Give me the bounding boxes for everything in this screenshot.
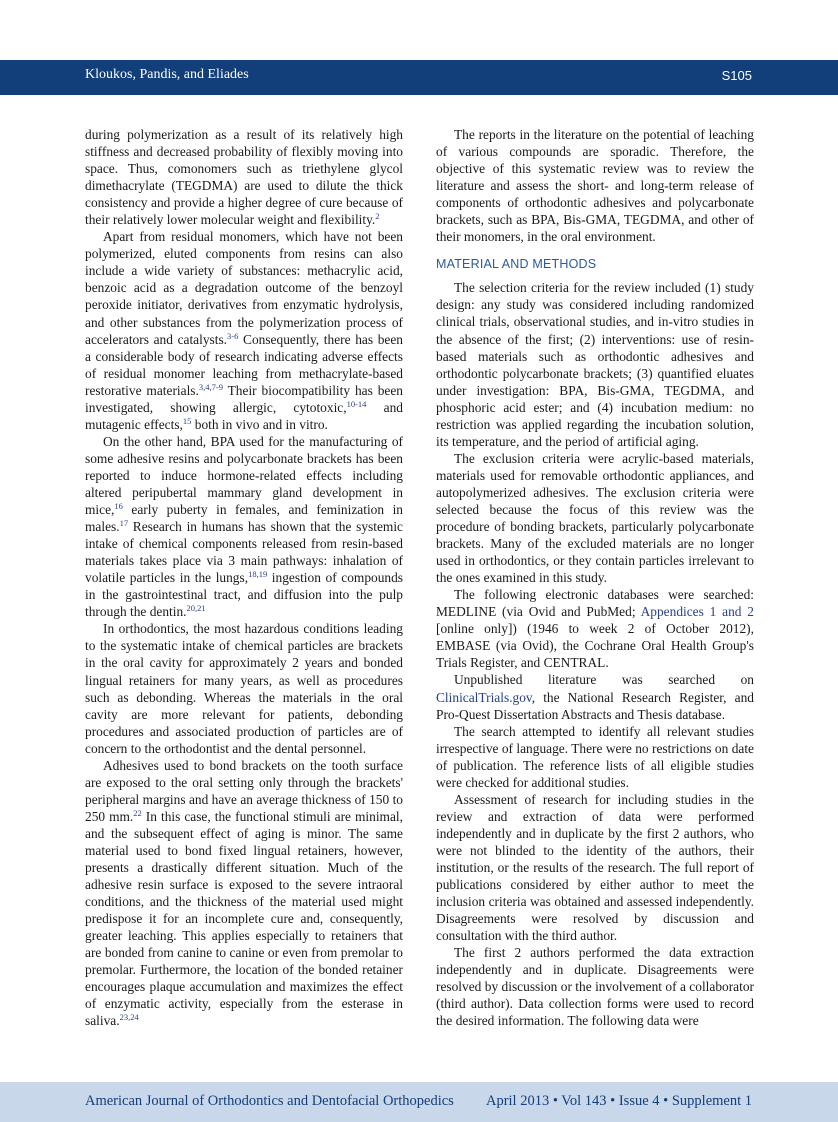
paragraph: The search attempted to identify all relevant studies irrespective of language. There were no restrictions on date of publication. The reference lists of all eligible studies were checked for additional studies. (436, 723, 754, 790)
clinicaltrials-link[interactable]: ClinicalTrials.gov (436, 689, 532, 705)
citation[interactable]: 3-6 (227, 330, 239, 341)
paragraph: Assessment of research for including studies in the review and extraction of data were performed independently and in duplicate by the first 2 authors, who were not blinded to the identity of the authors, their institution, or the results of the research. The full report of publications considered by either author to meet the inclusion criteria was obtained and assessed independently. Disagreements were resolved by discussion and consultation with the third author. (436, 791, 754, 944)
left-column (85, 126, 403, 1029)
paragraph: On the other hand, BPA used for the manufacturing of some adhesive resins and polycarbonate brackets has been reported to induce hormone-related effects including altered peripubertal mammary gland development in mice,$^{16}$ early puberty in females, and feminization in males.$^{17}$ Research in humans has shown that the systemic intake of chemical components released from resin-based materials takes place via 3 main pathways: inhalation of volatile particles in the lungs,$^{18,19}$ ingestion of compounds in the gastrointestinal tract, and diffusion into the pulp through the dentin.$^{20,21}$ (85, 433, 404, 620)
paragraph: Adhesives used to bond brackets on the tooth surface are exposed to the oral setting only through the brackets' peripheral margins and have an average thickness of 150 to 250 mm.$^{22}$ In this case, the functional stimuli are minimal, and the subsequent effect of aging is minor. The same material used to bond fixed lingual retainers, however, presents a drastically different situation. Much of the adhesive resin surface is exposed to the severe intraoral conditions, and the thickness of the material used might predispose it for an incomplete cure and, consequently, greater leaching. This applies especially to retainers that are bonded from canine to canine or even from premolar to premolar. Furthermore, the location of the bonded retainer encourages plaque accumulation and maximizes the effect of enzymatic activity, especially from the esterase in saliva.$^{23,24}$ (85, 757, 403, 1029)
citation[interactable]: 22 (133, 807, 142, 818)
running-footer (0, 1082, 838, 1122)
paragraph: during polymerization as a result of its relatively high stiffness and decreased probability of flexibly moving into space. Thus, comonomers such as triethylene glycol dimethacrylate (TEGDMA) are used to dilute the thick consistency and provide a higher degree of cure because of their relatively lower molecular weight and flexibility.$^2$ (85, 127, 403, 228)
right-column (436, 126, 754, 1029)
issue-info: April 2013 • Vol 143 • Issue 4 • Supplement 1 (485, 1093, 752, 1109)
paragraph: Apart from residual monomers, which have not been polymerized, eluted components from resins can also include a wide variety of substances: methacrylic acid, benzoic acid as a degradation outcome of the benzoyl peroxide initiator, derivatives from enzymatic hydrolysis, and other substances from the polymerization process of accelerators and catalysts.$^{3-6}$ Consequently, there has been a considerable body of research indicating adverse effects of residual monomer leaching from methacrylate-based restorative materials.$^{3,4,7-9}$ Their biocompatibility has been investigated, showing allergic, cytotoxic,$^{10-14}$ and mutagenic effects,$^{15}$ both in vivo and in vitro. (85, 229, 403, 432)
paragraph: Unpublished literature was searched on ClinicalTrials.gov, the National Research Register, and Pro-Quest Dissertation Abstracts and Thesis database. (436, 672, 754, 722)
citation[interactable]: 15 (182, 415, 192, 426)
running-header (0, 60, 838, 95)
citation[interactable]: 3,4,7-9 (198, 381, 223, 392)
paragraph: The selection criteria for the review included (1) study design: any study was considered including randomized clinical trials, observational studies, and in-vitro studies in the absence of the first; (2) interventions: use of resin-based materials such as orthodontic adhesives and orthodontic polycarbonate brackets; (3) quantified eluates under investigation: BPA, Bis-GMA, TEGDMA, and phosphoric acid ester; and (4) incubation medium: no restriction was applied regarding the incubation solution, its temperature, and the period of artificial aging. (436, 280, 754, 449)
citation[interactable]: 23,24 (119, 1012, 139, 1023)
running-header-authors: Kloukos, Pandis, and Eliades (85, 67, 249, 82)
citation[interactable]: 17 (119, 518, 129, 529)
citation[interactable]: 18,19 (248, 569, 268, 580)
paragraph: The reports in the literature on the potential of leaching of various compounds are sporadic. Therefore, the objective of this systematic review was to review the literature and assess the short- and long-term release of components of orthodontic adhesives and polycarbonate brackets, such as BPA, Bis-GMA, TEGDMA, and other of their monomers, in the oral environment. (436, 127, 754, 245)
citation[interactable]: 20,21 (186, 603, 206, 614)
citation[interactable]: 2 (375, 211, 380, 222)
paragraph: The first 2 authors performed the data extraction independently and in duplicate. Disagreements were resolved by discussion or the involvement of a collaborator (third author). Data collection forms were used to record the desired information. The following data were (436, 945, 754, 1029)
paragraph: In orthodontics, the most hazardous conditions leading to the systematic intake of chemical particles are brackets in the oral cavity for approximately 2 years and bonded lingual retainers for many years, as well as procedures such as debonding. Whereas the materials in the oral cavity are more relevant for patients, debonding procedures and associated production of particles are of concern to the orthodontist and the dental personnel. (85, 621, 403, 756)
page-number: S105 (721, 68, 752, 83)
paragraph: The exclusion criteria were acrylic-based materials, materials used for removable orthodontic appliances, and autopolymerized adhesives. The exclusion criteria were selected because the focus of this review was the procedure of bonding brackets, particularly polycarbonate brackets. Many of the excluded materials are no longer used in orthodontics, or they contain particles irrelevant to the ones examined in this study. (436, 450, 754, 586)
citation[interactable]: 16 (114, 501, 123, 512)
paragraph: The following electronic databases were searched: MEDLINE (via Ovid and PubMed; Appendices 1 and 2 [online only]) (1946 to week 2 of October 2012), EMBASE (via Ovid), the Cochrane Oral Health Group's Trials Register, and CENTRAL. (436, 587, 755, 671)
appendices-link[interactable]: Appendices 1 and 2 (640, 604, 755, 620)
journal-title: American Journal of Orthodontics and Dentofacial Orthopedics (85, 1093, 454, 1109)
section-heading: MATERIAL AND METHODS (436, 257, 597, 272)
citation[interactable]: 10-14 (346, 398, 367, 409)
